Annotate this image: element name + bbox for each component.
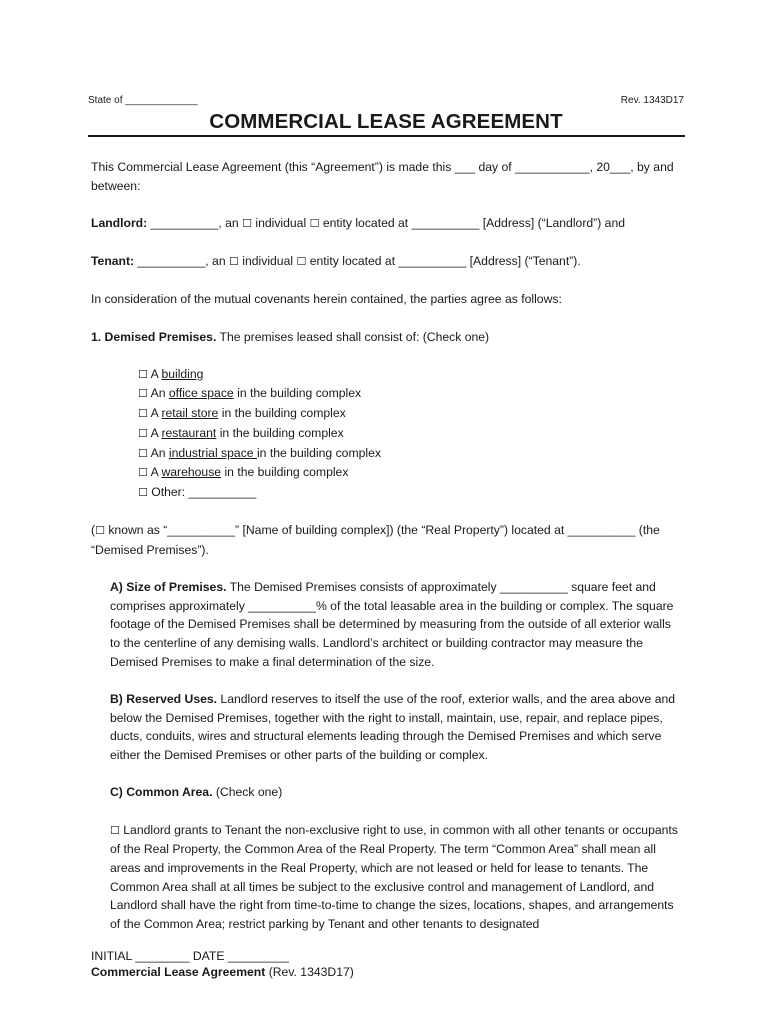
option-checkbox[interactable]: ☐ — [138, 367, 148, 381]
section-b-reserved-uses — [110, 690, 681, 765]
option-prefix: An — [147, 386, 169, 401]
landlord-entity-label: entity located at __________ [Address] (“Landlord”) and — [319, 215, 625, 230]
option-checkbox[interactable]: ☐ — [138, 426, 148, 440]
option-suffix: in the building complex — [218, 406, 346, 421]
option-checkbox[interactable]: ☐ — [138, 466, 148, 480]
footer-doc-line — [91, 964, 354, 980]
option-link[interactable]: building — [161, 366, 204, 381]
consideration-paragraph: In consideration of the mutual covenants herein contained, the parties agree as follows: — [91, 292, 562, 307]
option-link[interactable]: office space — [168, 386, 234, 401]
option-suffix: in the building complex — [233, 386, 362, 401]
option-prefix: An — [147, 445, 169, 460]
known-as-checkbox[interactable]: ☐ — [95, 524, 105, 538]
option-link[interactable]: retail store — [161, 406, 219, 421]
premises-option-other — [138, 483, 681, 503]
section-b-text: Landlord reserves to itself the use of the roof, exterior walls, and the area above and below the Demised Premises, together with the right to install, maintain, use, repair, and replace pipes, ducts, conduits, wires and structural elements leading through the Demised Premises and which serve either the Demised Premises or other parts of the building or complex. — [110, 692, 676, 763]
state-line: State of _____________ — [88, 95, 198, 106]
document-body — [91, 158, 681, 952]
common-area-option-paragraph — [110, 821, 681, 934]
option-suffix: in the building complex — [221, 465, 349, 480]
page-footer — [91, 948, 354, 980]
option-link[interactable]: industrial space — [168, 445, 257, 460]
option-prefix: A — [147, 425, 162, 440]
premises-option-office-space — [138, 384, 681, 404]
intro-paragraph: This Commercial Lease Agreement (this “Agreement”) is made this ___ day of ___________, 20___, by and between: — [91, 160, 674, 193]
premises-option-warehouse — [138, 463, 681, 483]
landlord-name-blank: __________, an — [147, 215, 243, 230]
section-a-heading: A) Size of Premises. — [110, 580, 227, 595]
tenant-paragraph — [91, 252, 681, 272]
option-checkbox[interactable]: ☐ — [138, 407, 148, 421]
option-checkbox[interactable]: ☐ — [138, 446, 148, 460]
premises-option-building — [138, 365, 681, 385]
option-checkbox[interactable]: ☐ — [138, 387, 148, 401]
premises-option-restaurant — [138, 424, 681, 444]
section-c-heading: C) Common Area. — [110, 785, 213, 800]
revision-number: Rev. 1343D17 — [620, 95, 684, 106]
known-as-text: known as “__________” [Name of building complex]) (the “Real Property”) located at __________ (the “Demised Premises”). — [91, 523, 660, 557]
option-prefix: Other: __________ — [147, 484, 257, 499]
tenant-label: Tenant: — [91, 254, 135, 269]
tenant-individual-checkbox[interactable]: ☐ — [229, 255, 239, 269]
section-c-text: (Check one) — [212, 785, 283, 800]
section-1-demised-premises — [91, 328, 681, 347]
option-suffix: in the building complex — [256, 445, 381, 460]
landlord-label: Landlord: — [91, 215, 148, 230]
tenant-entity-label: entity located at __________ [Address] (“Tenant”). — [306, 254, 581, 269]
option-link[interactable]: warehouse — [161, 465, 222, 480]
section-a-text: The Demised Premises consists of approximately __________ square feet and comprises approximately __________% of the total leasable area in the building or complex. The square footage of the Demised Premises shall be determined by measuring from the outside of all exterior walls to the centerline of any demising walls. Landlord’s architect or building contractor may measure the Demised Premises to make a final determination of the size. — [110, 580, 674, 669]
premises-options-list — [138, 365, 681, 503]
landlord-individual-checkbox[interactable]: ☐ — [242, 216, 252, 230]
option-suffix: in the building complex — [216, 425, 344, 440]
option-checkbox[interactable]: ☐ — [138, 485, 148, 499]
document-title: COMMERCIAL LEASE AGREEMENT — [209, 110, 563, 133]
option-link[interactable]: restaurant — [161, 425, 217, 440]
section-a-size-of-premises — [110, 578, 681, 672]
option-prefix: A — [147, 366, 162, 381]
landlord-paragraph — [91, 214, 681, 234]
option-prefix: A — [147, 465, 162, 480]
footer-doc-name: Commercial Lease Agreement — [91, 965, 266, 979]
option-prefix: A — [147, 406, 162, 421]
landlord-individual-label: individual — [251, 215, 310, 230]
common-area-checkbox[interactable]: ☐ — [110, 823, 120, 837]
title-divider — [88, 135, 685, 137]
known-as-paragraph — [91, 521, 681, 559]
common-area-option-text: Landlord grants to Tenant the non-exclusive right to use, in common with all other tenants or occupants of the Real Property, the Common Area of the Real Property. The term “Common Area” shall mean all areas and improvements in the Real Property, which are not leased or held for lease to tenants. The Common Area shall at all times be subject to the exclusive control and management of Landlord, and Landlord shall have the right from time-to-time to change the sizes, locations, shapes, and arrangements of the Common Area; restrict parking by Tenant and other tenants to designated — [110, 822, 678, 932]
initial-date-line: INITIAL ________ DATE _________ — [91, 949, 289, 963]
section-1-text: The premises leased shall consist of: (Check one) — [216, 329, 490, 344]
tenant-individual-label: individual — [238, 254, 297, 269]
premises-option-retail-store — [138, 404, 681, 424]
tenant-entity-checkbox[interactable]: ☐ — [296, 255, 307, 269]
tenant-name-blank: __________, an — [134, 254, 229, 269]
landlord-entity-checkbox[interactable]: ☐ — [309, 216, 320, 230]
footer-rev: (Rev. 1343D17) — [265, 965, 354, 979]
open-paren: ( — [91, 523, 96, 538]
section-1-heading: 1. Demised Premises. — [91, 329, 217, 344]
section-c-common-area — [110, 783, 681, 802]
section-b-heading: B) Reserved Uses. — [110, 692, 218, 707]
premises-option-industrial-space — [138, 444, 681, 464]
